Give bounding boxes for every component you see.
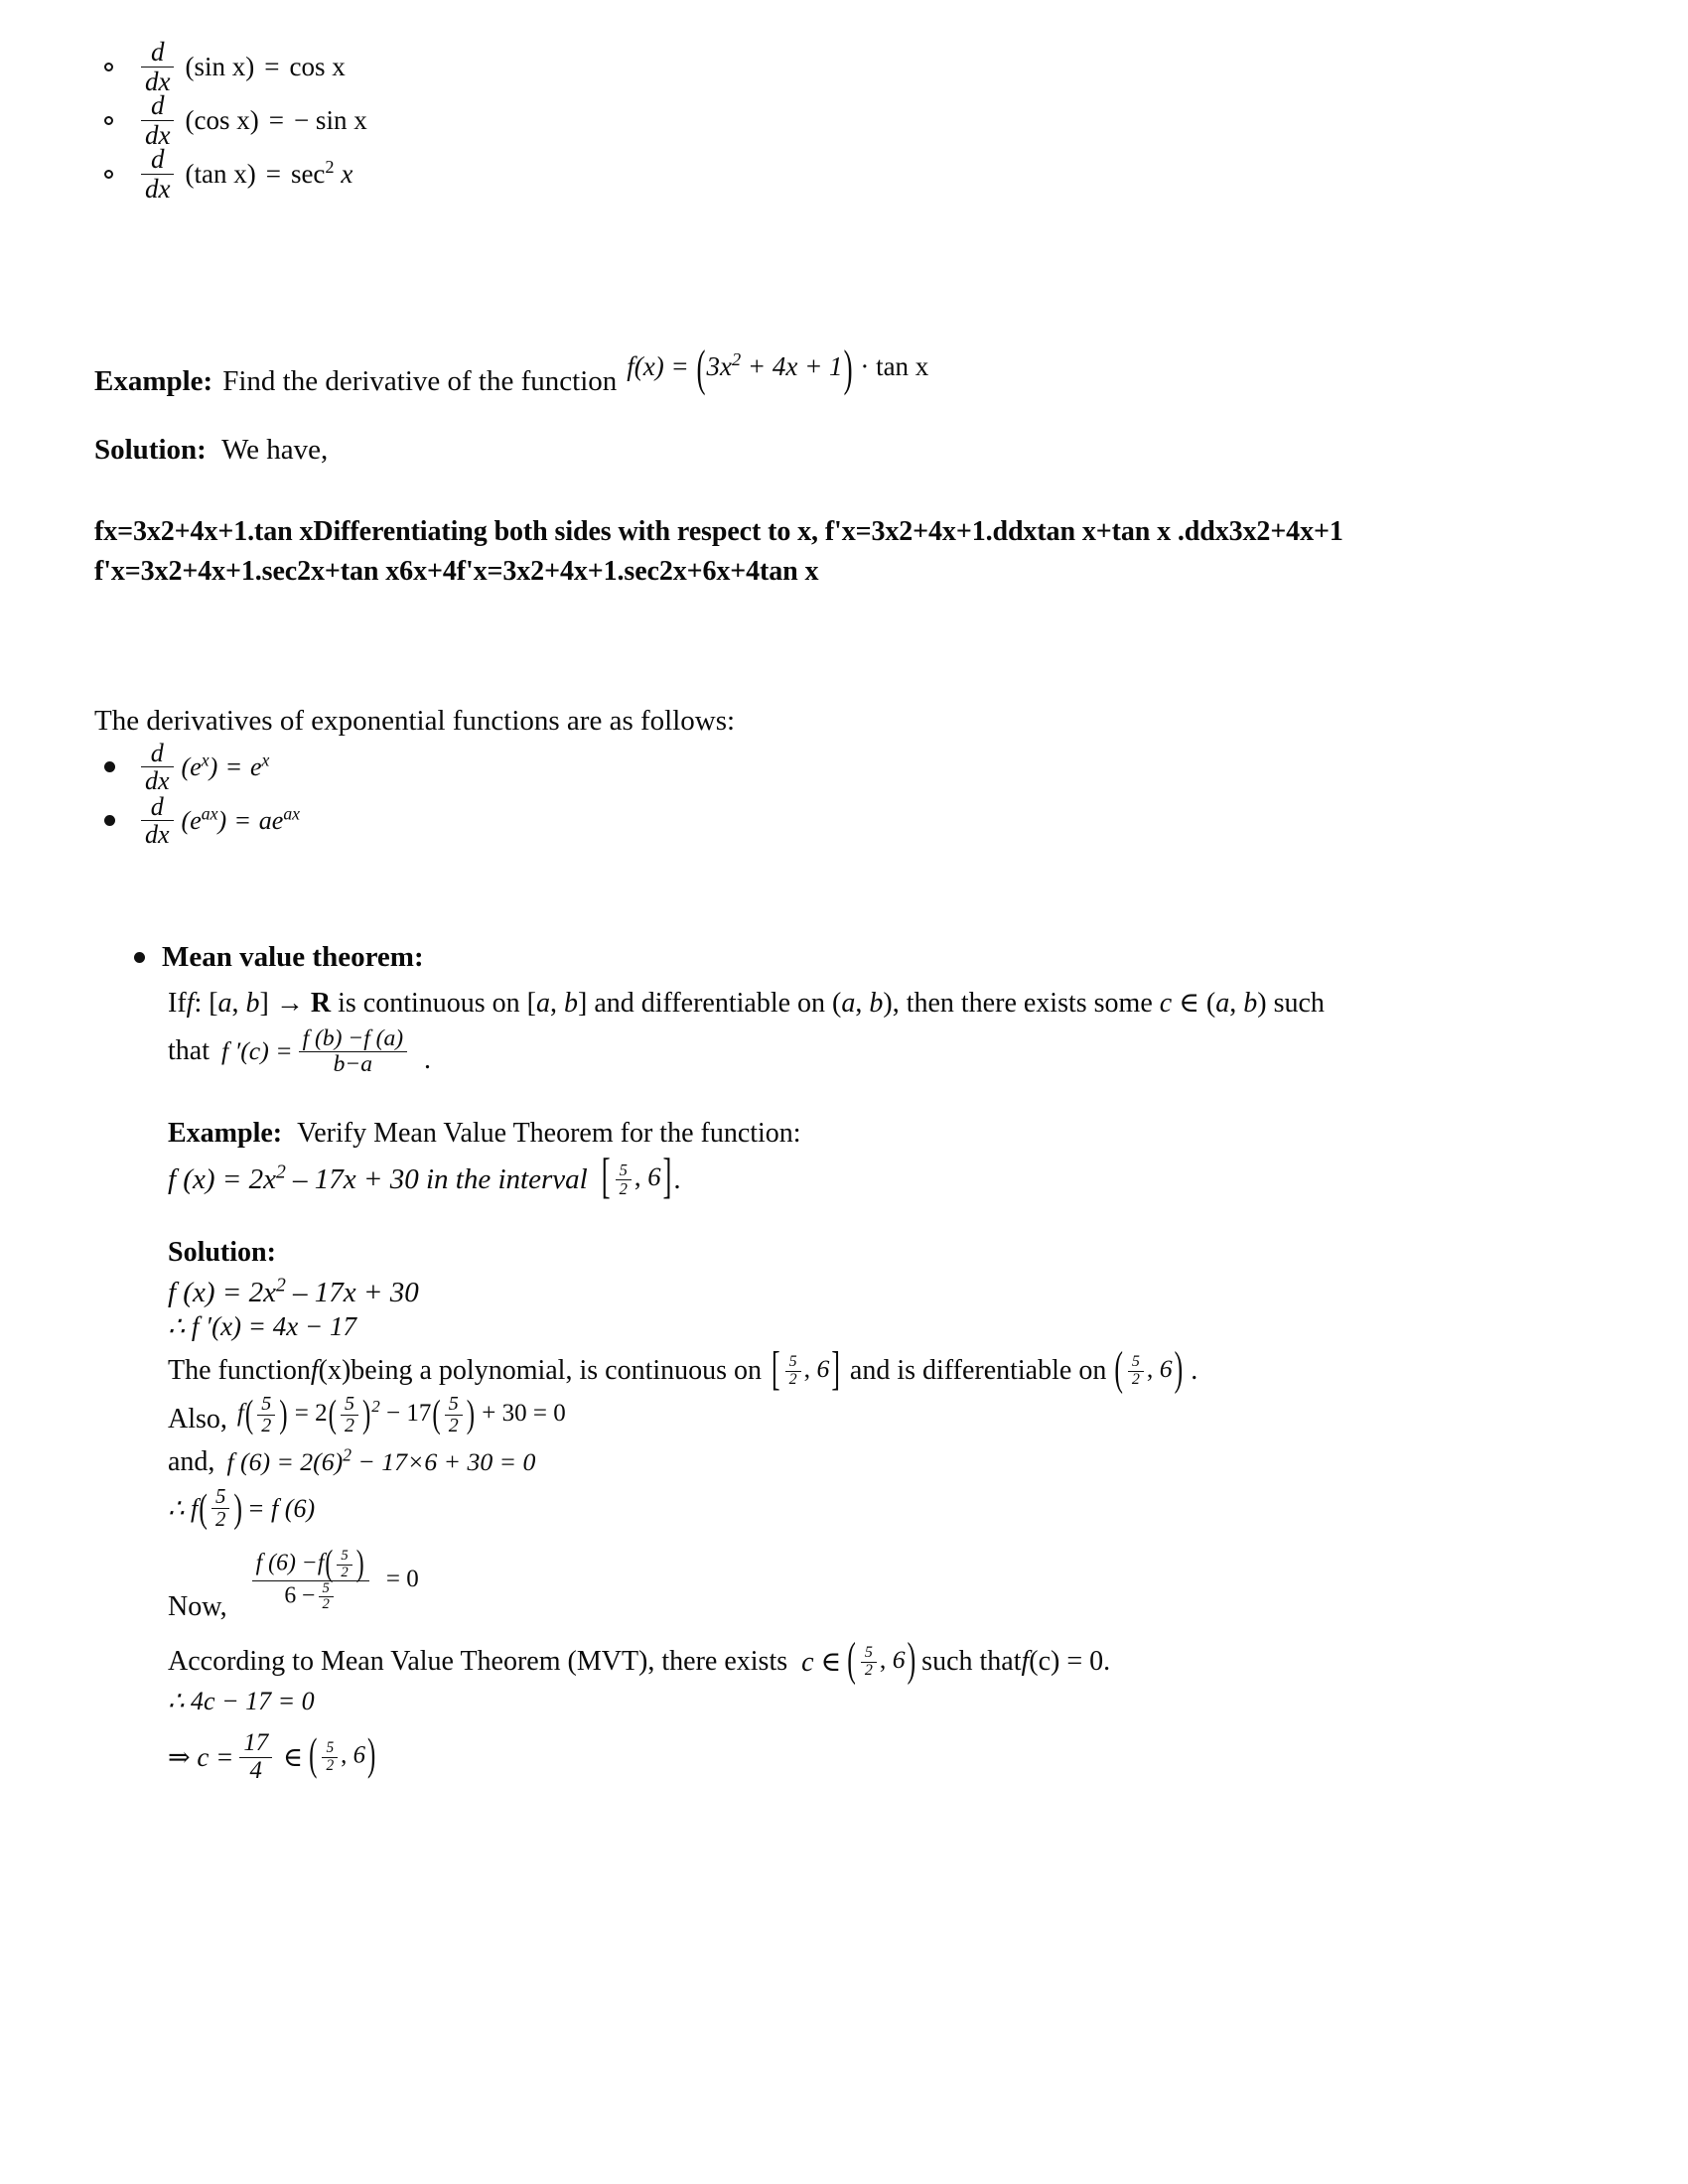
conclusion-part-2: such that	[921, 1646, 1022, 1678]
list-item	[94, 794, 1594, 848]
interval-right-endpoint: 6	[1159, 1354, 1173, 1384]
exponent: 2	[371, 1397, 380, 1417]
mvt-conclusion-line	[168, 1632, 1594, 1686]
frac-numerator: 5	[445, 1394, 463, 1416]
fraction-5-2	[211, 1486, 229, 1531]
frac-numerator: 5	[322, 1740, 338, 1757]
fraction-5-2	[341, 1394, 358, 1436]
now-formula	[249, 1544, 419, 1613]
frac-numerator: 5	[337, 1549, 352, 1565]
interval-open: ( $\frac{5}{2}$ , 6)	[309, 1729, 376, 1780]
equals-sign: =	[264, 51, 280, 81]
stmt-part-6: ), then there exists some	[883, 987, 1160, 1019]
interval-fraction	[785, 1354, 801, 1389]
frac-denominator: 2	[322, 1596, 330, 1613]
mvt-heading: Mean value theorem:	[162, 941, 424, 974]
list-item	[94, 90, 1594, 150]
exponent: 2	[731, 349, 742, 369]
frac-denominator: 2	[341, 1564, 349, 1580]
plus-term: + 30 = 0	[482, 1400, 566, 1428]
trig-derivative-list	[94, 37, 1594, 204]
formula-result	[290, 156, 353, 190]
frac-numerator: d	[141, 91, 174, 120]
frac-denominator: 2	[619, 1178, 628, 1198]
function-lhs: f (x) = 2x	[168, 1162, 276, 1195]
mvt-that-line	[168, 1026, 1594, 1076]
and-formula	[226, 1444, 536, 1477]
bracket-close: ]	[831, 1341, 840, 1395]
frac-numerator: 5	[616, 1161, 632, 1179]
exponential-derivative-list	[94, 741, 1594, 848]
formula-lhs: f(x) =	[627, 351, 689, 381]
conclusion-part-1: According to Mean Value Theorem (MVT), there exists	[168, 1646, 788, 1678]
var-a: a	[841, 987, 856, 1019]
now-line	[168, 1544, 1594, 1623]
final-answer-line	[168, 1730, 1594, 1783]
frac-numerator: 5	[341, 1394, 358, 1416]
term-base: 3x	[706, 351, 732, 381]
list-item	[124, 939, 1594, 977]
exponent: 2	[275, 1160, 286, 1182]
var-b: b	[1243, 987, 1258, 1019]
therefore-lead: ∴ f	[168, 1493, 199, 1523]
mean-value-theorem-section	[124, 939, 1594, 1784]
cont-part-1: The function	[168, 1355, 311, 1387]
exponent: 2	[343, 1444, 352, 1465]
also-label: Also,	[168, 1403, 227, 1434]
function-expression	[168, 1160, 588, 1196]
arg-close: )	[209, 751, 218, 781]
exponent: x	[201, 750, 210, 770]
interval-right-endpoint: 6	[816, 1354, 830, 1384]
final-lead: ⇒ c =	[168, 1741, 234, 1772]
fraction-5-2	[445, 1394, 463, 1436]
exponent: 2	[275, 1274, 286, 1297]
therefore-equality-line: ∴ f ( $\frac{5}{2}$ ) = f (6)	[168, 1485, 316, 1532]
paren-open: (	[696, 340, 706, 397]
runon-line-1: fx=3x2+4x+1.tan xDifferentiating both sides with respect to x, f'x=3x2+4x+1.ddxtan x+tan x .ddx3x2+4x+1	[94, 516, 1343, 548]
frac-numerator: d	[141, 38, 174, 67]
interval-open: ( $\frac{5}{2}$ , 6)	[1114, 1341, 1184, 1395]
equals-sign: =	[268, 104, 284, 135]
formula-lhs: f (6) = 2(6)	[226, 1447, 344, 1477]
therefore-tail: = f (6)	[247, 1493, 316, 1523]
frac-numerator: 5	[319, 1581, 334, 1597]
paren-open: (	[309, 1729, 318, 1780]
mvt-example-function	[168, 1149, 1594, 1204]
stmt-part-7: ) such	[1257, 987, 1325, 1019]
interval-closed: [ $\frac{5}{2}$ , 6]	[601, 1149, 672, 1204]
result-base: e	[249, 751, 262, 781]
frac-denominator: 4	[249, 1756, 262, 1784]
frac-denominator: dx	[145, 766, 170, 796]
frac-denominator: dx	[145, 173, 171, 204]
den-left: 6 −	[284, 1582, 316, 1609]
equals-sign: =	[265, 158, 281, 189]
arg-close: )	[217, 805, 227, 835]
formula-argument	[181, 803, 227, 836]
fraction-5-2	[319, 1581, 334, 1613]
example-label: Example:	[94, 365, 213, 398]
equals-expression: = 2	[294, 1400, 328, 1428]
frac-denominator: 2	[448, 1415, 459, 1437]
frac-denominator: 2	[261, 1415, 272, 1437]
also-line	[168, 1393, 1594, 1440]
sec-base: sec	[290, 158, 326, 189]
frac-denominator: dx	[145, 119, 171, 150]
interval-right-endpoint: 6	[892, 1645, 906, 1675]
paren-close: )	[367, 1729, 376, 1780]
bracket-close: ]	[662, 1149, 672, 1204]
frac-numerator: f (6) −f( $\frac{5}{2}$ )	[252, 1549, 369, 1581]
that-label: that	[168, 1035, 210, 1066]
comma: ,	[1229, 987, 1244, 1019]
frac-numerator: 5	[211, 1486, 229, 1509]
eq-lhs: f (x) = 2x	[168, 1276, 276, 1308]
formula-argument: (cos x)	[185, 104, 259, 135]
formula-result	[258, 803, 301, 836]
continuity-line	[168, 1341, 1594, 1395]
frac-denominator: 2	[1131, 1370, 1140, 1388]
example-text: Verify Mean Value Theorem for the function:	[297, 1118, 801, 1150]
interval-fraction	[616, 1161, 632, 1197]
frac-numerator: 5	[861, 1645, 877, 1663]
interval-fraction	[861, 1645, 877, 1680]
minus-term: − 17	[386, 1400, 432, 1428]
term-rest: + 4x + 1	[747, 351, 843, 381]
var-c: c	[1159, 987, 1173, 1019]
function-symbol: f	[310, 1355, 319, 1387]
bracket-open: [	[772, 1341, 780, 1395]
formula-argument	[182, 752, 218, 782]
example-1-formula	[627, 340, 929, 397]
frac-denominator: 2	[344, 1415, 354, 1437]
mvt-example-line	[168, 1118, 1594, 1150]
conclusion-step-line: ∴ 4c − 17 = 0	[168, 1687, 315, 1716]
formula-tail: tan x	[876, 351, 929, 381]
num-left: f (6) −f	[255, 1550, 325, 1576]
list-item	[94, 37, 1594, 96]
equals-zero: = 0	[385, 1566, 419, 1593]
mvt-formula-lhs: f ′(c) =	[221, 1036, 293, 1065]
multiplication-dot: ·	[860, 351, 870, 381]
formula-result	[250, 752, 269, 782]
now-label: Now,	[168, 1590, 227, 1622]
stmt-part-2: : [	[194, 987, 218, 1019]
cont-part-3: and is differentiable on	[849, 1355, 1107, 1387]
paren-open: (	[1114, 1341, 1123, 1395]
frac-numerator: 5	[257, 1394, 275, 1416]
fraction-5-2	[337, 1549, 352, 1580]
paren-open: (	[847, 1632, 856, 1686]
fraction-5-2	[257, 1394, 275, 1436]
solution-1-line	[94, 434, 1594, 467]
difference-quotient-fraction	[252, 1544, 369, 1613]
frac-numerator: d	[141, 145, 174, 174]
frac-numerator: f (b) −f (a)	[299, 1026, 407, 1052]
bracket-open: [	[601, 1149, 611, 1204]
interval-open: ( $\frac{5}{2}$ , 6)	[847, 1632, 916, 1686]
fraction-17-4	[239, 1730, 272, 1783]
frac-denominator: 2	[864, 1661, 873, 1679]
arg-open: (e	[181, 751, 202, 781]
comma: ,	[231, 987, 246, 1019]
real-numbers-symbol: R	[310, 987, 332, 1019]
runon-derivation-block	[94, 512, 1594, 592]
function-symbol: f	[1021, 1646, 1030, 1678]
solution-text: We have,	[221, 434, 329, 467]
mvt-statement: Iff: [a, b] → R is continuous on [a, b] and differentiable on (a, b), then there exists some c ∈ (a, b) such	[168, 987, 1325, 1019]
formula-argument: (sin x)	[185, 51, 255, 81]
stmt-part-4: is continuous on [	[331, 987, 536, 1019]
frac-denominator: 2	[326, 1756, 335, 1774]
example-text: Find the derivative of the function	[222, 365, 618, 398]
arg-open: (e	[181, 805, 202, 835]
exponent: 2	[325, 156, 335, 177]
mvt-body	[168, 983, 1594, 1784]
formula-argument: (tan x)	[185, 158, 256, 189]
derivative-operator	[141, 145, 174, 203]
var-a: a	[1215, 987, 1230, 1019]
comma: ,	[855, 987, 870, 1019]
solution-equation-2: ∴ f ′(x) = 4x − 17	[168, 1310, 356, 1341]
element-of-symbol: ∈	[1172, 987, 1206, 1019]
frac-denominator: b−a	[333, 1050, 373, 1077]
period: .	[1191, 1355, 1198, 1387]
list-item	[94, 741, 1594, 794]
paren-close: )	[907, 1632, 916, 1686]
conclusion-rest: (c) = 0.	[1029, 1646, 1111, 1678]
solution-equation-1	[168, 1274, 1594, 1309]
var-b: b	[245, 987, 260, 1019]
paren-close: )	[1174, 1341, 1184, 1395]
mvt-formula-fraction	[299, 1026, 407, 1076]
frac-denominator: dx	[145, 820, 170, 850]
frac-denominator: 2	[214, 1508, 226, 1532]
function-arg: (x)	[318, 1355, 352, 1387]
var-a: a	[217, 987, 232, 1019]
and-line	[168, 1446, 1594, 1478]
and-label: and,	[168, 1446, 215, 1478]
var-a: a	[536, 987, 550, 1019]
frac-numerator: 5	[1128, 1354, 1144, 1372]
also-formula: f( $\frac{5}{2}$ ) = 2( $\frac{5}{2}$ )$^2$ − 17( $\frac{5}{2}$ ) + 30 = 0	[236, 1393, 566, 1437]
solution-label: Solution:	[94, 434, 207, 467]
interval-fraction	[1128, 1354, 1144, 1389]
derivative-operator	[141, 793, 174, 849]
derivative-operator	[141, 740, 174, 795]
stmt-part-1: If	[168, 987, 187, 1019]
cont-part-2: being a polynomial, is continuous on	[351, 1355, 763, 1387]
document-content	[94, 37, 1594, 1784]
variable-x: x	[341, 158, 353, 189]
example-1-line	[94, 340, 1594, 398]
mvt-solution-label: Solution:	[168, 1236, 276, 1268]
period: .	[673, 1162, 681, 1195]
interval-fraction	[322, 1740, 338, 1773]
stmt-part-5: ] and differentiable on (	[578, 987, 842, 1019]
exponent: ax	[283, 803, 301, 824]
interval-closed: [ $\frac{5}{2}$ , 6]	[772, 1341, 840, 1395]
element-of-symbol: ∈	[283, 1741, 304, 1772]
interval-right-endpoint: 6	[352, 1741, 365, 1769]
result-base: ae	[258, 805, 284, 835]
example-label: Example:	[168, 1118, 283, 1150]
frac-numerator: 17	[239, 1730, 272, 1757]
frac-denominator	[252, 1581, 369, 1613]
formula-result: cos x	[289, 51, 346, 81]
frac-denominator: 2	[788, 1370, 797, 1388]
paren-close: )	[843, 340, 853, 397]
c-element-of: c ∈	[801, 1647, 842, 1679]
frac-denominator: dx	[145, 66, 171, 96]
formula-rest: − 17×6 + 30 = 0	[357, 1447, 536, 1477]
frac-numerator: d	[141, 793, 174, 821]
comma: ,	[550, 987, 564, 1019]
var-b: b	[869, 987, 884, 1019]
equals-sign: =	[235, 805, 250, 835]
function-symbol: f	[236, 1400, 244, 1428]
period: .	[424, 1044, 432, 1076]
stmt-part-3: ] →	[259, 987, 311, 1019]
exponent: x	[261, 750, 270, 770]
formula-result: − sin x	[293, 104, 367, 135]
equals-sign: =	[226, 751, 241, 781]
eq-rest: – 17x + 30	[293, 1276, 419, 1308]
list-item	[94, 144, 1594, 204]
derivative-operator	[141, 91, 174, 149]
derivative-operator	[141, 38, 174, 95]
frac-numerator: 5	[785, 1354, 801, 1372]
frac-numerator: d	[141, 740, 174, 767]
interval-right-endpoint: 6	[647, 1161, 661, 1192]
exponential-intro: The derivatives of exponential functions are as follows:	[94, 704, 736, 737]
mvt-bullet-list	[124, 939, 1594, 977]
function-rest: – 17x + 30 in the interval	[293, 1162, 588, 1195]
exponent: ax	[201, 803, 218, 824]
function-symbol: f	[186, 987, 195, 1019]
runon-line-2: f'x=3x2+4x+1.sec2x+tan x6x+4f'x=3x2+4x+1.sec2x+6x+4tan x	[94, 556, 819, 588]
var-b: b	[564, 987, 578, 1019]
